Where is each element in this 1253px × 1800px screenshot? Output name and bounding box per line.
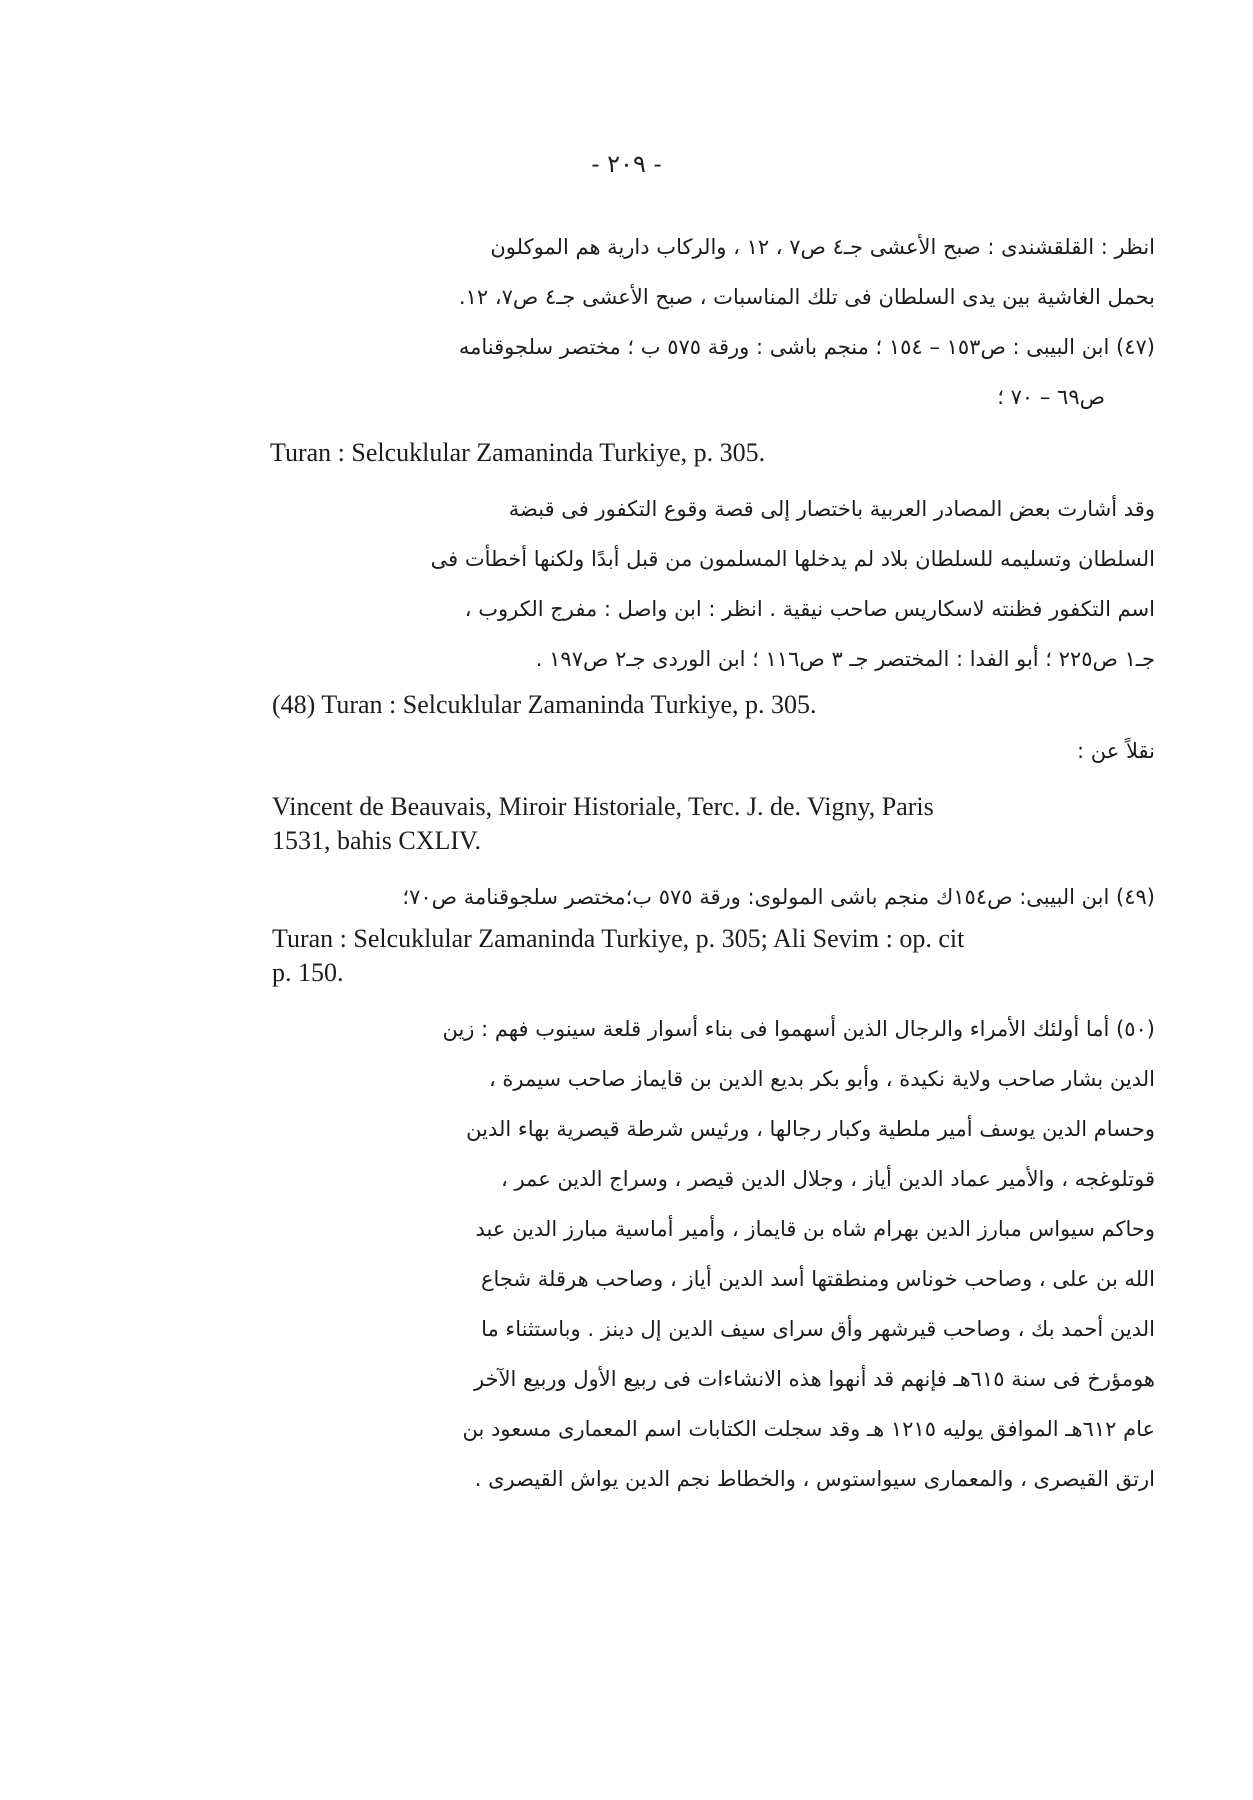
footnote-47: (٤٧) ابن البيبى : ص١٥٣ – ١٥٤ ؛ منجم باشى : ورقة ٥٧٥ ب ؛ مختصر سلجوقنامه	[458, 335, 1155, 359]
text-line: جـ١ ص٢٢٥ ؛ أبو الفدا : المختصر جـ ٣ ص١١٦ ؛ ابن الوردى جـ٢ ص١٩٧ .	[535, 647, 1155, 671]
latin-reference: Turan : Selcuklular Zamaninda Turkiye, p. 305.	[270, 438, 766, 467]
footnotes-body	[250, 222, 1155, 1504]
text-line: الدين أحمد بك ، وصاحب قيرشهر وأق سراى سيف الدين إل دينز . وباستثناء ما	[481, 1317, 1155, 1341]
text-line: اسم التكفور فظنته لاسكاريس صاحب نيقية . انظر : ابن واصل : مفرج الكروب ،	[464, 597, 1155, 621]
page-number: - ٢٠٩ -	[591, 150, 662, 178]
text-line: الدين بشار صاحب ولاية نكيدة ، وأبو بكر بديع الدين بن قايماز صاحب سيمرة ،	[488, 1067, 1155, 1091]
text-line: نقلاً عن :	[1077, 739, 1155, 763]
text-line: الله بن على ، وصاحب خوناس ومنطقتها أسد الدين أياز ، وصاحب هرقلة شجاع	[481, 1267, 1155, 1291]
footnote-50: (٥٠) أما أولئك الأمراء والرجال الذين أسهموا فى بناء أسوار قلعة سينوب فهم : زين	[442, 1017, 1155, 1041]
text-line: بحمل الغاشية بين يدى السلطان فى تلك المناسبات ، صبح الأعشى جـ٤ ص٧، ١٢.	[458, 285, 1155, 309]
footnote-48: (48) Turan : Selcuklular Zamaninda Turkiye, p. 305.	[272, 690, 817, 719]
latin-reference: Turan : Selcuklular Zamaninda Turkiye, p. 305; Ali Sevim : op. cit	[272, 924, 965, 953]
latin-reference: 1531, bahis CXLIV.	[272, 826, 481, 855]
latin-reference: p. 150.	[272, 958, 344, 987]
text-line: عام ٦١٢هـ الموافق يوليه ١٢١٥ هـ وقد سجلت الكتابات اسم المعمارى مسعود بن	[462, 1417, 1155, 1441]
text-line: وقد أشارت بعض المصادر العربية باختصار إلى قصة وقوع التكفور فى قبضة	[508, 497, 1155, 521]
text-line: السلطان وتسليمه للسلطان بلاد لم يدخلها المسلمون من قبل أبدًا ولكنها أخطأت فى	[430, 547, 1155, 571]
text-line: هومؤرخ فى سنة ٦١٥هـ فإنهم قد أنهوا هذه الانشاءات فى ربيع الأول وربيع الآخر	[474, 1367, 1155, 1391]
text-line: قوتلوغجه ، والأمير عماد الدين أياز ، وجلال الدين قيصر ، وسراج الدين عمر ،	[501, 1167, 1155, 1191]
footnote-49: (٤٩) ابن البيبى: ص١٥٤ك منجم باشى المولوى: ورقة ٥٧٥ ب؛مختصر سلجوقنامة ص٧٠؛	[402, 885, 1155, 909]
text-line: وحاكم سيواس مبارز الدين بهرام شاه بن قايماز ، وأمير أماسية مبارز الدين عبد	[475, 1217, 1155, 1241]
text-line: ص٦٩ – ٧٠ ؛	[997, 385, 1105, 409]
text-line: انظر : القلقشندى : صبح الأعشى جـ٤ ص٧ ، ١٢ ، والركاب دارية هم الموكلون	[490, 235, 1155, 259]
text-line: ارتق القيصرى ، والمعمارى سيواستوس ، والخطاط نجم الدين يواش القيصرى .	[474, 1467, 1155, 1491]
latin-reference: Vincent de Beauvais, Miroir Historiale, Terc. J. de. Vigny, Paris	[272, 792, 934, 821]
text-line: وحسام الدين يوسف أمير ملطية وكبار رجالها ، ورئيس شرطة قيصرية بهاء الدين	[466, 1117, 1155, 1141]
